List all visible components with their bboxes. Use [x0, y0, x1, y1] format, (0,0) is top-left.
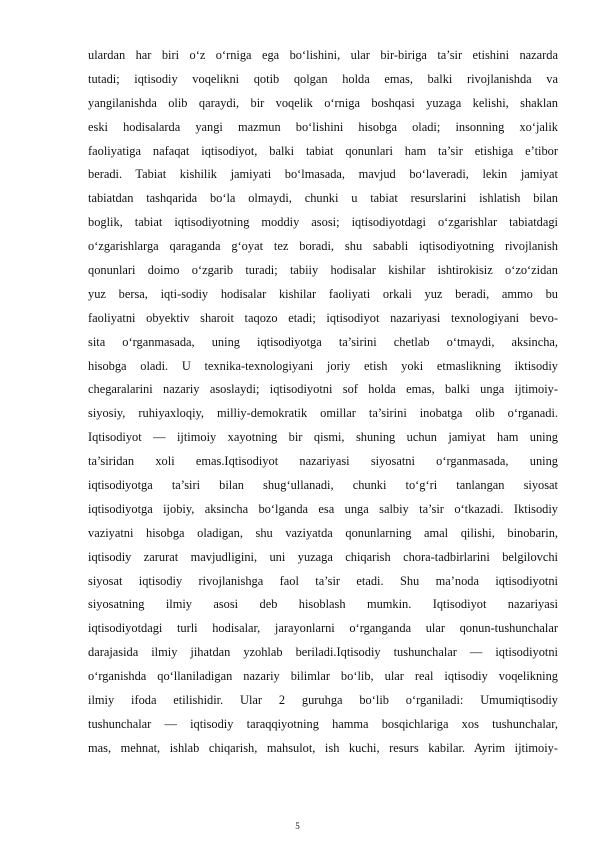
text-line: o‘zgarishlarga qaraganda g‘oyat tez boradi, shu sababli iqtisodiyotning rivojlanish	[88, 239, 558, 254]
text-line: ulardan har biri o‘z o‘rniga ega bo‘lishini, ular bir-biriga ta’sir etishini nazarda	[88, 48, 558, 62]
text-line: o‘rganishda qo‘llaniladigan nazariy bilimlar bo‘lib, ular real iqtisodiy voqelikning	[88, 669, 558, 684]
text-line: beradi. Tabiat kishilik jamiyati bo‘lmasada, mavjud bo‘laveradi, lekin jamiyat	[88, 167, 558, 182]
text-line: tushunchalar — iqtisodiy taraqqiyotning hamma bosqichlariga xos tushunchalar,	[88, 716, 558, 731]
text-line: siyosat iqtisodiy rivojlanishga faol ta’sir etadi. Shu ma’noda iqtisodiyotni	[88, 573, 558, 588]
text-line: yangilanishda olib qaraydi, bir voqelik o‘rniga boshqasi yuzaga kelishi, shaklan	[88, 95, 558, 110]
text-line: eski hodisalarda yangi mazmun bo‘lishini hisobga oladi; insonning xo‘jalik	[88, 119, 558, 134]
text-line: iqtisodiyotga ijobiy, aksincha bo‘lganda esa unga salbiy ta’sir o‘tkazadi. Iktisodiy	[88, 501, 558, 516]
text-line: faoliyatiga nafaqat iqtisodiyot, balki tabiat qonunlari ham ta’sir etishiga e’tibor	[88, 143, 558, 158]
text-line: yuz bersa, iqti-sodiy hodisalar kishilar faoliyati orkali yuz beradi, ammo bu	[88, 286, 558, 301]
text-line: tutadi; iqtisodiy voqelikni qotib qolgan holda emas, balki rivojlanishda va	[88, 71, 558, 86]
text-line: tabiatdan tashqarida bo‘la olmaydi, chunki u tabiat resurslarini ishlatish bilan	[88, 191, 558, 206]
text-line: iqtisodiyotdagi turli hodisalar, jarayonlarni o‘rganganda ular qonun-tushunchalar	[88, 621, 558, 636]
text-line: siyosatning ilmiy asosi deb hisoblash mumkin. Iqtisodiyot nazariyasi	[88, 597, 558, 612]
text-line: ta’siridan xoli emas.Iqtisodiyot nazariyasi siyosatni o‘rganmasada, uning	[88, 454, 558, 469]
body-text	[88, 44, 558, 761]
text-line: iqtisodiy zarurat mavjudligini, uni yuzaga chiqarish chora-tadbirlarini belgilovchi	[88, 549, 558, 564]
text-line: iqtisodiyotga ta’siri bilan shug‘ullanadi, chunki to‘g‘ri tanlangan siyosat	[88, 478, 558, 493]
text-line: qonunlari doimo o‘zgarib turadi; tabiiy hodisalar kishilar ishtirokisiz o‘zo‘zidan	[88, 263, 558, 278]
text-line: ilmiy ifoda etilishidir. Ular 2 guruhga bo‘lib o‘rganiladi: Umumiqtisodiy	[88, 693, 558, 708]
text-line: Iqtisodiyot — ijtimoiy xayotning bir qismi, shuning uchun jamiyat ham uning	[88, 430, 558, 445]
text-line: vaziyatni hisobga oladigan, shu vaziyatda qonunlarning amal qilishi, binobarin,	[88, 525, 558, 540]
text-line: boglik, tabiat iqtisodiyotning moddiy asosi; iqtisodiyotdagi o‘zgarishlar tabiatdagi	[88, 215, 558, 230]
text-line: darajasida ilmiy jihatdan yzohlab beriladi.Iqtisodiy tushunchalar — iqtisodiyotni	[88, 645, 558, 660]
text-line: faoliyatni obyektiv sharoit taqozo etadi; iqtisodiyot nazariyasi texnologiyani bevo-	[88, 310, 558, 325]
text-line: hisobga oladi. U texnika-texnologiyani joriy etish yoki etmaslikning iktisodiy	[88, 358, 558, 373]
page-number: 5	[295, 821, 300, 831]
text-line: chegaralarini nazariy asoslaydi; iqtisodiyotni sof holda emas, balki unga ijtimoiy-	[88, 382, 558, 397]
text-line: sita o‘rganmasada, uning iqtisodiyotga ta’sirini chetlab o‘tmaydi, aksincha,	[88, 334, 558, 349]
text-line: siyosiy, ruhiyaxloqiy, milliy-demokratik omillar ta’sirini inobatga olib o‘rganadi.	[88, 406, 558, 421]
text-line: mas, mehnat, ishlab chiqarish, mahsulot, ish kuchi, resurs kabilar. Ayrim ijtimoiy-	[88, 740, 558, 755]
